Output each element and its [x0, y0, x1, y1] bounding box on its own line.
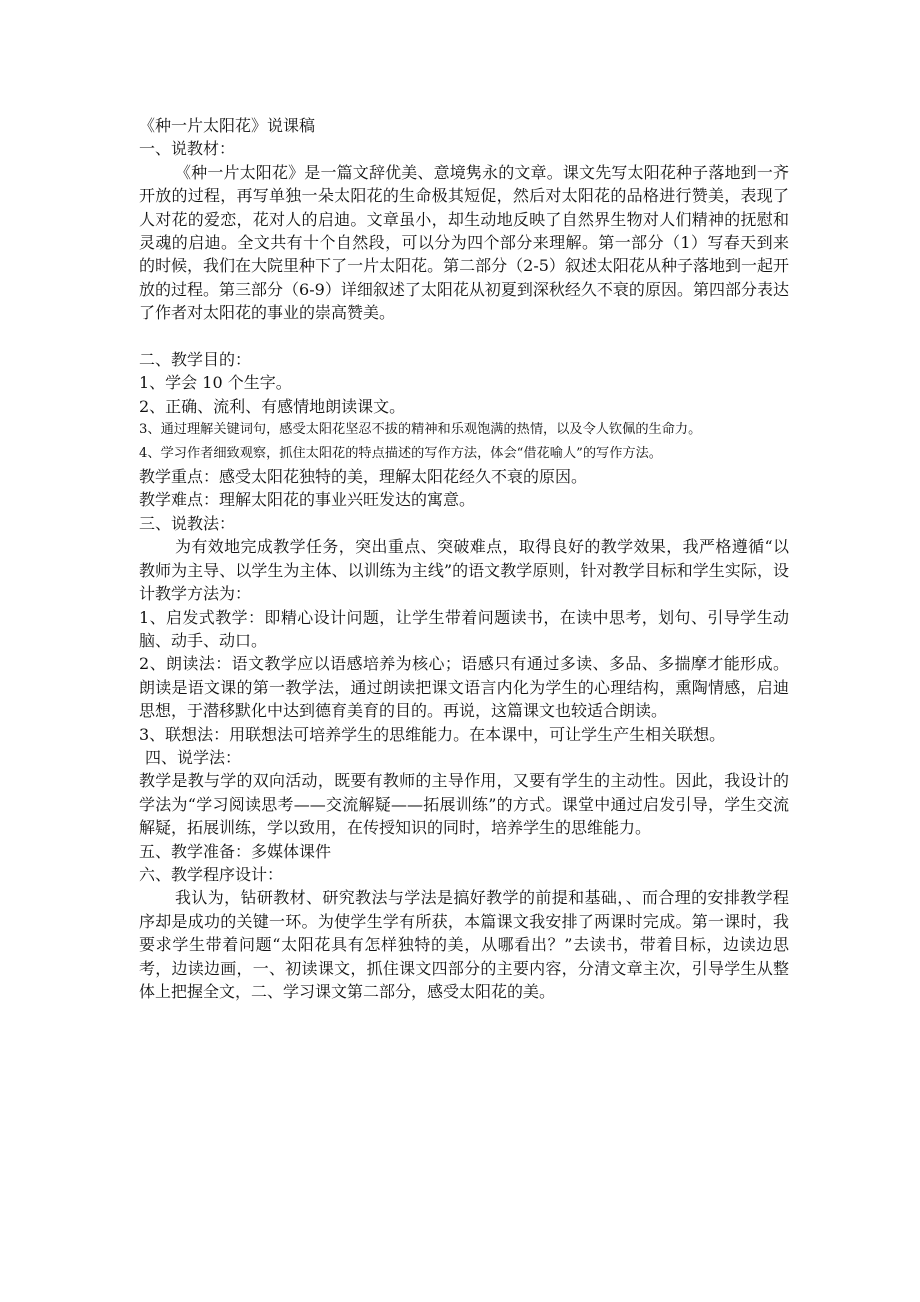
goal-3: 3、通过理解关键词句，感受太阳花坚忍不拔的精神和乐观饱满的热情，以及令人钦佩的生命力。	[139, 422, 702, 438]
blank-line	[139, 325, 789, 348]
teaching-key-point: 教学重点：感受太阳花独特的美，理解太阳花经久不衰的原因。	[139, 467, 588, 487]
section-4-paragraph: 教学是教与学的双向活动，既要有教师的主导作用，又要有学生的主动性。因此，我设计的学法为“学习阅读思考——交流解疑——拓展训练”的方式。课堂中通过启发引导，学生交流解疑，拓展训练，学以致用，在传授知识的同时，培养学生的思维能力。	[139, 771, 789, 838]
method-2: 2、朗读法：语文教学应以语感培养为核心；语感只有通过多读、多品、多揣摩才能形成。朗读是语文课的第一教学法，通过朗读把课文语言内化为学生的心理结构，熏陶情感，启迪思想，于潜移默化中达到德育美育的目的。再说，这篇课文也较适合朗读。	[139, 654, 789, 721]
section-1-heading: 一、说教材：	[139, 139, 236, 159]
method-1: 1、启发式教学：即精心设计问题，让学生带着问题读书，在读中思考，划句、引导学生动脑、动手、动口。	[139, 607, 789, 650]
section-5-heading: 五、教学准备：多媒体课件	[139, 841, 332, 861]
goal-4: 4、学习作者细致观察，抓住太阳花的特点描述的写作方法，体会“借花喻人”的写作方法。	[139, 445, 662, 461]
section-6-heading: 六、教学程序设计：	[139, 864, 284, 884]
section-4-heading: 四、说学法：	[145, 747, 242, 767]
document-page	[139, 114, 789, 1003]
method-3: 3、联想法：用联想法可培养学生的思维能力。在本课中，可让学生产生相关联想。	[139, 724, 726, 744]
section-1-paragraph: 《种一片太阳花》是一篇文辞优美、意境隽永的文章。课文先写太阳花种子落地到一齐开放的过程，再写单独一朵太阳花的生命极其短促，然后对太阳花的品格进行赞美，表现了人对花的爱恋，花对人的启迪。文章虽小，却生动地反映了自然界生物对人们精神的抚慰和灵魂的启迪。全文共有十个自然段，可以分为四个部分来理解。第一部分（1）写春天到来的时候，我们在大院里种下了一片太阳花。第二部分（2-5）叙述太阳花从种子落地到一起开放的过程。第三部分（6-9）详细叙述了太阳花从初夏到深秋经久不衰的原因。第四部分表达了作者对太阳花的事业的崇高赞美。	[139, 162, 789, 323]
teaching-difficult-point: 教学难点：理解太阳花的事业兴旺发达的寓意。	[139, 490, 476, 510]
goal-2: 2、正确、流利、有感情地朗读课文。	[139, 396, 406, 416]
goal-1: 1、学会 10 个生字。	[139, 373, 292, 393]
section-2-heading: 二、教学目的：	[139, 350, 252, 370]
section-6-paragraph: 我认为，钻研教材、研究教法与学法是搞好教学的前提和基础，、而合理的安排教学程序却是成功的关键一环。为使学生学有所获，本篇课文我安排了两课时完成。第一课时，我要求学生带着问题“太阳花具有怎样独特的美，从哪看出？”去读书，带着目标，边读边思考，边读边画，一、初读课文，抓住课文四部分的主要内容，分清文章主次，引导学生从整体上把握全文，二、学习课文第二部分，感受太阳花的美。	[139, 888, 789, 1002]
section-3-heading: 三、说教法：	[139, 513, 236, 533]
doc-title: 《种一片太阳花》说课稿	[139, 116, 316, 135]
section-3-intro: 为有效地完成教学任务，突出重点、突破难点，取得良好的教学效果，我严格遵循“以教师为主导、以学生为主体、以训练为主线”的语文教学原则，针对教学目标和学生实际，设计教学方法为：	[139, 537, 789, 604]
